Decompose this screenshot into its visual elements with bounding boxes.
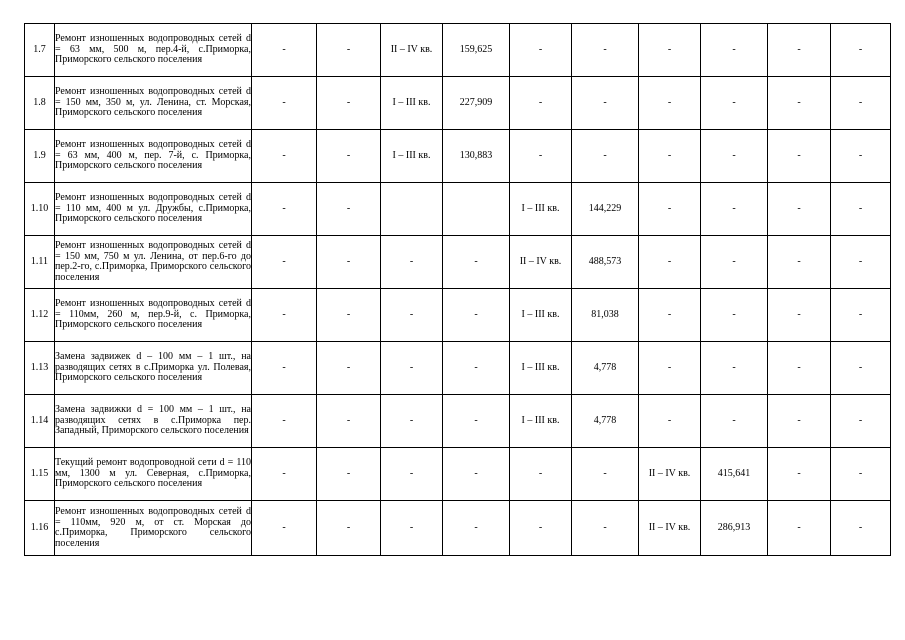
cell: - [252, 501, 317, 556]
cell: - [510, 130, 572, 183]
work-description: Замена задвижки d = 100 мм – 1 шт., на разводящих сетях в с.Приморка пер. Западный, Приморского сельского поселения [55, 395, 252, 448]
cell: - [639, 395, 701, 448]
cell: - [768, 342, 831, 395]
cell: - [510, 448, 572, 501]
cell [381, 183, 443, 236]
cell: - [317, 395, 381, 448]
cell: - [381, 342, 443, 395]
row-number: 1.11 [25, 236, 55, 289]
cell: - [768, 130, 831, 183]
work-description: Ремонт изношенных водопроводных сетей d = 110мм, 920 м, от ст. Морская до с.Приморка, Приморского сельского поселения [55, 501, 252, 556]
cell: - [768, 448, 831, 501]
cell: - [639, 289, 701, 342]
cell: - [572, 130, 639, 183]
cell: - [252, 183, 317, 236]
row-number: 1.14 [25, 395, 55, 448]
cell: - [831, 183, 891, 236]
table-row [25, 24, 891, 77]
work-description: Замена задвижек d – 100 мм – 1 шт., на разводящих сетях в с.Приморка ул. Полевая, Приморского сельского поселения [55, 342, 252, 395]
cell: - [443, 289, 510, 342]
work-description: Текущий ремонт водопроводной сети d = 110 мм, 1300 м ул. Северная, с.Приморка, Приморского сельского поселения [55, 448, 252, 501]
cell: - [768, 236, 831, 289]
cell: - [701, 289, 768, 342]
cell: - [831, 130, 891, 183]
cell: - [252, 24, 317, 77]
cell: - [252, 448, 317, 501]
cell: I – III кв. [510, 289, 572, 342]
cell: - [831, 501, 891, 556]
cell: - [381, 501, 443, 556]
cell: - [831, 448, 891, 501]
cell: - [443, 236, 510, 289]
row-number: 1.9 [25, 130, 55, 183]
cell: - [443, 342, 510, 395]
cell: - [317, 342, 381, 395]
row-number: 1.15 [25, 448, 55, 501]
cell: - [701, 236, 768, 289]
cell: - [317, 77, 381, 130]
cell: II – IV кв. [639, 448, 701, 501]
row-number: 1.13 [25, 342, 55, 395]
cell: - [639, 130, 701, 183]
table-row [25, 342, 891, 395]
cell: - [639, 24, 701, 77]
cell: 227,909 [443, 77, 510, 130]
cell: - [831, 395, 891, 448]
cell: - [252, 395, 317, 448]
cell: 130,883 [443, 130, 510, 183]
cell: 144,229 [572, 183, 639, 236]
cell: - [443, 501, 510, 556]
cell: - [639, 183, 701, 236]
cell: - [768, 77, 831, 130]
row-number: 1.12 [25, 289, 55, 342]
table-row [25, 183, 891, 236]
work-description: Ремонт изношенных водопроводных сетей d = 110мм, 260 м, пер.9-й, с. Приморка, Приморского сельского поселения [55, 289, 252, 342]
cell: - [252, 130, 317, 183]
work-description: Ремонт изношенных водопроводных сетей d = 63 мм, 400 м, пер. 7-й, с. Приморка, Приморского сельского поселения [55, 130, 252, 183]
cell: - [701, 77, 768, 130]
cell: - [768, 183, 831, 236]
cell: 488,573 [572, 236, 639, 289]
row-number: 1.10 [25, 183, 55, 236]
cell: - [381, 448, 443, 501]
cell: - [831, 24, 891, 77]
cell: I – III кв. [510, 183, 572, 236]
cell: 81,038 [572, 289, 639, 342]
cell: - [701, 183, 768, 236]
table-row [25, 77, 891, 130]
cell: II – IV кв. [639, 501, 701, 556]
cell: - [317, 183, 381, 236]
cell: - [381, 395, 443, 448]
cell: I – III кв. [510, 395, 572, 448]
cell: - [639, 342, 701, 395]
cell: - [317, 501, 381, 556]
cell: - [510, 501, 572, 556]
table-row [25, 448, 891, 501]
row-number: 1.8 [25, 77, 55, 130]
cell: - [639, 236, 701, 289]
cell: 4,778 [572, 395, 639, 448]
cell: - [252, 342, 317, 395]
work-description: Ремонт изношенных водопроводных сетей d = 110 мм, 400 м ул. Дружбы, с.Приморка, Приморского сельского поселения [55, 183, 252, 236]
cell: - [317, 236, 381, 289]
cell: - [831, 342, 891, 395]
cell: - [831, 289, 891, 342]
cell: - [252, 236, 317, 289]
cell: - [317, 24, 381, 77]
row-number: 1.7 [25, 24, 55, 77]
row-number: 1.16 [25, 501, 55, 556]
cell: 159,625 [443, 24, 510, 77]
work-description: Ремонт изношенных водопроводных сетей d = 150 мм, 350 м, ул. Ленина, ст. Морская, Приморского сельского поселения [55, 77, 252, 130]
cell: - [768, 24, 831, 77]
cell: II – IV кв. [510, 236, 572, 289]
cell: - [317, 130, 381, 183]
cell: - [317, 289, 381, 342]
cell: 415,641 [701, 448, 768, 501]
table-row [25, 236, 891, 289]
table-body [25, 24, 891, 556]
cell: - [701, 342, 768, 395]
cell: I – III кв. [381, 130, 443, 183]
work-description: Ремонт изношенных водопроводных сетей d = 63 мм, 500 м, пер.4-й, с.Приморка, Приморского сельского поселения [55, 24, 252, 77]
cell: - [381, 289, 443, 342]
cell: - [831, 77, 891, 130]
cell: 286,913 [701, 501, 768, 556]
table-row [25, 395, 891, 448]
cell: - [572, 501, 639, 556]
table-row [25, 289, 891, 342]
cell: I – III кв. [510, 342, 572, 395]
cell: - [701, 395, 768, 448]
cell: - [701, 24, 768, 77]
work-description: Ремонт изношенных водопроводных сетей d = 150 мм, 750 м ул. Ленина, от пер.6-го до пер.2-го, с.Приморка, Приморского сельского поселения [55, 236, 252, 289]
cell: - [443, 448, 510, 501]
table-row [25, 130, 891, 183]
cell: - [381, 236, 443, 289]
cell: - [252, 77, 317, 130]
cell: - [701, 130, 768, 183]
cell: - [443, 395, 510, 448]
cell: II – IV кв. [381, 24, 443, 77]
table-row [25, 501, 891, 556]
cell: - [572, 448, 639, 501]
cell: - [768, 395, 831, 448]
work-plan-table [24, 23, 891, 556]
cell: - [768, 289, 831, 342]
cell: - [317, 448, 381, 501]
cell: - [572, 24, 639, 77]
cell: - [768, 501, 831, 556]
cell: - [510, 24, 572, 77]
cell: - [831, 236, 891, 289]
cell: 4,778 [572, 342, 639, 395]
cell [443, 183, 510, 236]
cell: - [510, 77, 572, 130]
cell: - [639, 77, 701, 130]
cell: - [252, 289, 317, 342]
cell: - [572, 77, 639, 130]
cell: I – III кв. [381, 77, 443, 130]
